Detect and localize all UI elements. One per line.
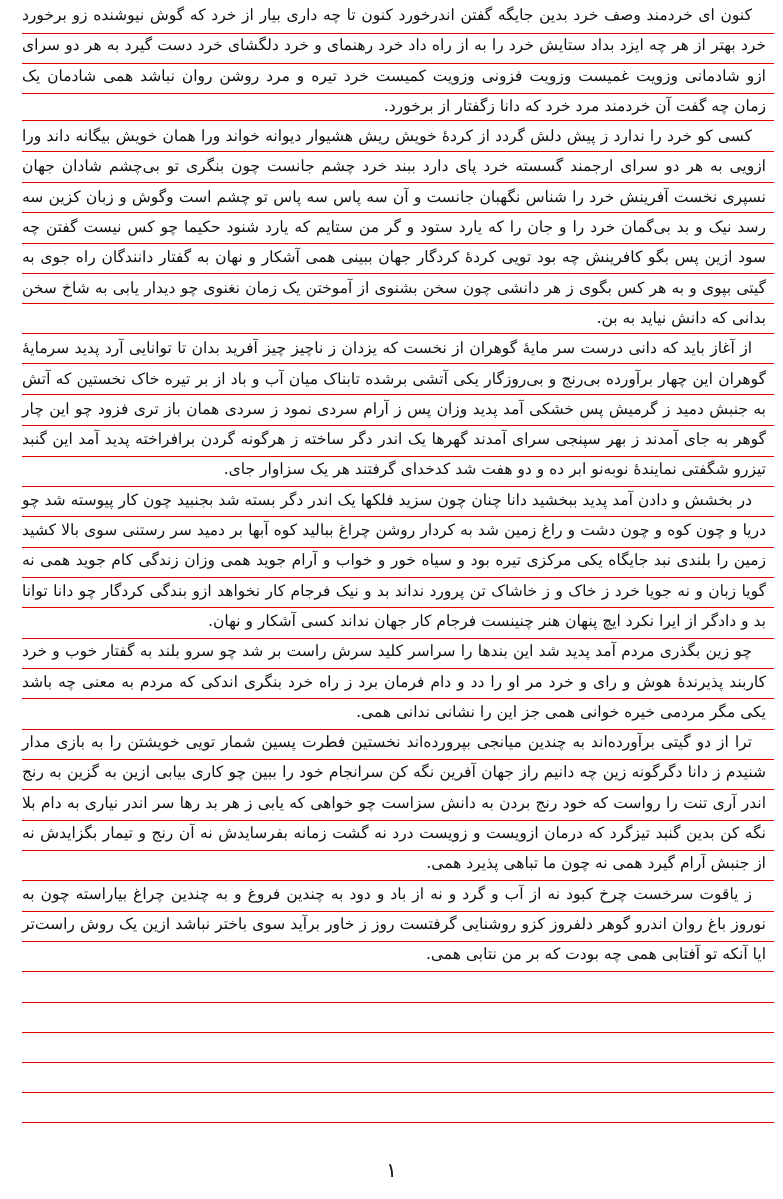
paragraph: چو زین بگذری مردم آمد پدید شد این بندها را سراسر کلید سرش راست بر شد چو سرو بلند به گفتار خوب و خرد کاربند پذیرندهٔ هوش و رای و خرد مر او را دد و دام فرمان برد ز راه خرد بنگری اندکی که مردم به معنی چه باشد یکی مگر مردمی خیره خوانی همی جز این را نشانی ندانی همی. <box>22 642 766 721</box>
rule-line <box>22 1062 774 1063</box>
rule-line <box>22 1092 774 1093</box>
paragraph: در بخشش و دادن آمد پدید ببخشید دانا چنان چون سزید فلکها یک اندر دگر بسته شد بجنبید چون کار پیوسته شد چو دریا و چون کوه و چون دشت و راغ زمین شد به کردار روشن چراغ ببالید کوه آبها بر دمید سر رستنی سوی بالا کشید زمین را بلندی نبد جایگاه یکی مرکزی تیره بود و سیاه خور و خواب و آرام جوید همی وزان زندگی کام جوید همی نه گویا زبان و نه جویا خرد ز خاک و ز خاشاک تن پرورد نداند بد و نیک فرجام کار نخواهد ازو بندگی کردگار چو دانا توانا بد و دادگر از ایرا نکرد ایچ پنهان هنر چنینست فرجام کار جهان نداند کسی آشکار و نهان. <box>22 490 766 630</box>
paragraph: کنون ای خردمند وصف خرد بدین جایگه گفتن اندرخورد کنون تا چه داری بیار از خرد که گوش نیوشنده زو برخورد خرد بهتر از هر چه ایزد بداد ستایش خرد را به از راه داد خرد رهنمای و خرد دلگشای خرد دست گیرد به هر دو سرای ازو شادمانی وزویت غمیست وزویت فزونی وزویت کمیست خرد تیره و مرد روشن روان نباشد همی شادمان یک زمان چه گفت آن خردمند مرد خرد که دانا زگفتار از برخورد. <box>22 6 766 115</box>
rule-line <box>22 971 774 972</box>
paragraph: ترا از دو گیتی برآورده‌اند به چندین میانجی بپرورده‌اند نخستین فطرت پسین شمار تویی خویشتن را به بازی مدار شنیدم ز دانا دگرگونه زین چه دانیم راز جهان آفرین نگه کن سرانجام خود را ببین چو کاری بیابی ازین به گزین به رنج اندر آری تنت را رواست که خود رنج بردن به دانش سزاست چو خواهی که یابی ز هر بد رها سر اندر نیاری به دام بلا نگه کن بدین گنبد تیزگرد که درمان ازویست و زویست درد نه گشت زمانه بفرسایدش نه آن رنج و تیمار بگزایدش نه از جنبش آرام گیرد همی نه چون ما تباهی پذیرد همی. <box>22 733 766 873</box>
paragraph: کسی کو خرد را ندارد ز پیش دلش گردد از کردهٔ خویش ریش هشیوار دیوانه خواند ورا همان خویش بیگانه داند ورا ازویی به هر دو سرای ارجمند گسسته خرد پای دارد ببند خرد چشم جانست چون بنگری تو بی‌چشم شادان جهان نسپری نخست آفرینش خرد را شناس نگهبان جانست و آن سه پاس سه پاس تو چشم است وگوش و زبان کزین سه رسد نیک و بد بی‌گمان خرد را و جان را که یارد ستود و گر من ستایم که یارد شنود حکیما چو کس نیست گفتن چه سود ازین پس بگو کافرینش چه بود تویی کردهٔ کردگار جهان ببینی همی آشکار و نهان به گفتار دانندگان راه جوی به گیتی بپوی و به هر کس بگوی ز هر دانشی چون سخن بشنوی از آموختن یک زمان نغنوی چو دیدار یابی به شاخ سخن بدانی که دانش نیاید به بن. <box>22 127 766 327</box>
rule-line <box>22 1002 774 1003</box>
page-number: ۱ <box>386 1158 397 1182</box>
paragraph: از آغاز باید که دانی درست سر مایهٔ گوهران از نخست که یزدان ز ناچیز چیز آفرید بدان تا توانایی آرد پدید سرمایهٔ گوهران این چهار برآورده بی‌رنج و بی‌روزگار یکی آتشی برشده تابناک میان آب و باد از بر تیره خاک نخستین که آتش به جنبش دمید ز گرمیش پس خشکی آمد پدید وزان پس ز آرام سردی نمود ز سردی همان باز تری فزود چو این چار گوهر به جای آمدند ز بهر سپنجی سرای آمدند گهرها یک اندر دگر ساخته ز هرگونه گردن برافراخته پدید آمد این گنبد تیزرو شگفتی نمایندهٔ نوبه‌نو ابر ده و دو هفت شد کدخدای گرفتند هر یک سزاوار جای. <box>22 339 766 479</box>
rule-line <box>22 1032 774 1033</box>
paragraph: ز یاقوت سرخست چرخ کبود نه از آب و گرد و نه از باد و دود به چندین فروغ و به چندین چراغ بیاراسته چون به نوروز باغ روان اندرو گوهر دلفروز کزو روشنایی گرفتست روز ز خاور برآید سوی باختر نباشد ازین یک روش راست‌تر ایا آنکه تو آفتابی همی چه بودت که بر من نتابی همی. <box>22 884 766 964</box>
body-text <box>22 0 766 970</box>
rule-line <box>22 1122 774 1123</box>
